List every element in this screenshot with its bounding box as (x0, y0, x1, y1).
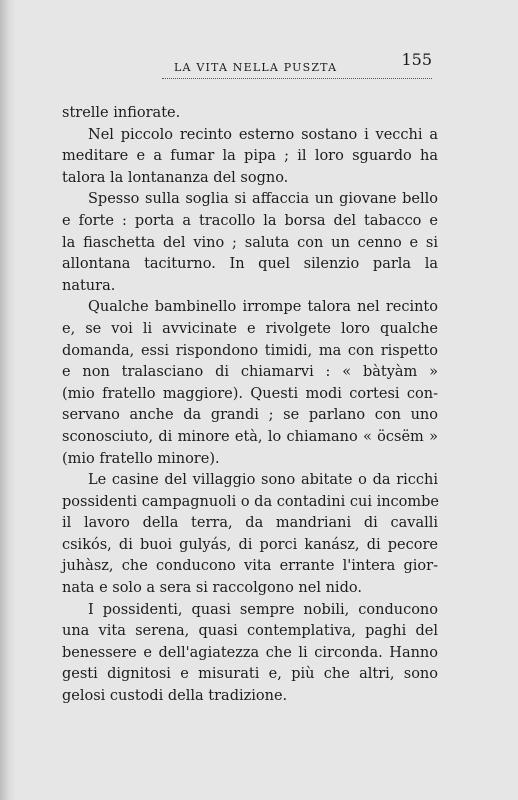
text-line: strelle infiorate. (62, 105, 181, 121)
text-line: gesti dignitosi e misurati e, più che altri, sono (62, 666, 438, 683)
text-line: nata e solo a sera si raccolgono nel nido. (62, 580, 362, 597)
text-line: e, se voi li avvicinate e rivolgete loro qualche (62, 320, 438, 337)
text-line: Qualche bambinello irrompe talora nel recinto (88, 299, 438, 316)
text-line: (mio fratello minore). (62, 450, 220, 467)
text-line: domanda, essi rispondono timidi, ma con rispetto (62, 342, 438, 359)
page-number: 155 (401, 50, 432, 69)
text-line: (mio fratello maggiore). Questi modi cortesi con- (62, 385, 438, 402)
text-line: allontana taciturno. In quel silenzio parla la (62, 256, 438, 273)
text-line: possidenti campagnuoli o da contadini cui incombe (62, 493, 440, 510)
text-line: I possidenti, quasi sempre nobili, conducono (88, 601, 438, 618)
text-line: la fiaschetta del vino ; saluta con un cenno e si (62, 234, 438, 251)
text-line: talora la lontananza del sogno. (62, 169, 289, 186)
text-line: e forte : porta a tracollo la borsa del tabacco e (62, 212, 438, 229)
body-text (62, 103, 438, 708)
text-line: una vita serena, quasi contemplativa, paghi del (62, 623, 438, 640)
text-line: Nel piccolo recinto esterno sostano i vecchi a (88, 126, 438, 143)
text-line: Le casine del villaggio sono abitate o da ricchi (88, 472, 438, 489)
text-line: csikós, di buoi gulyás, di porci kanász, di pecore (62, 536, 438, 553)
text-line: juhàsz, che conducono vita errante l'intera gior- (62, 558, 438, 575)
text-line: Spesso sulla soglia si affaccia un giovane bello (88, 191, 438, 208)
text-line: gelosi custodi della tradizione. (62, 688, 288, 705)
text-line: e non tralasciano di chiamarvi : « bàtyàm » (62, 364, 438, 381)
text-line: meditare e a fumar la pipa ; il loro sguardo ha (62, 148, 438, 165)
text-line: sconosciuto, di minore età, lo chiamano « öcsëm » (62, 428, 438, 445)
header-rule (162, 78, 432, 79)
text-line: il lavoro della terra, da mandriani di cavalli (62, 515, 438, 532)
text-line: benessere e dell'agiatezza che li circonda. Hanno (62, 644, 438, 661)
page-header (62, 50, 432, 76)
running-title: LA VITA NELLA PUSZTA (174, 61, 338, 74)
spine-shadow (0, 0, 16, 800)
text-line: natura. (62, 277, 116, 294)
text-line: servano anche da grandi ; se parlano con uno (62, 407, 438, 424)
